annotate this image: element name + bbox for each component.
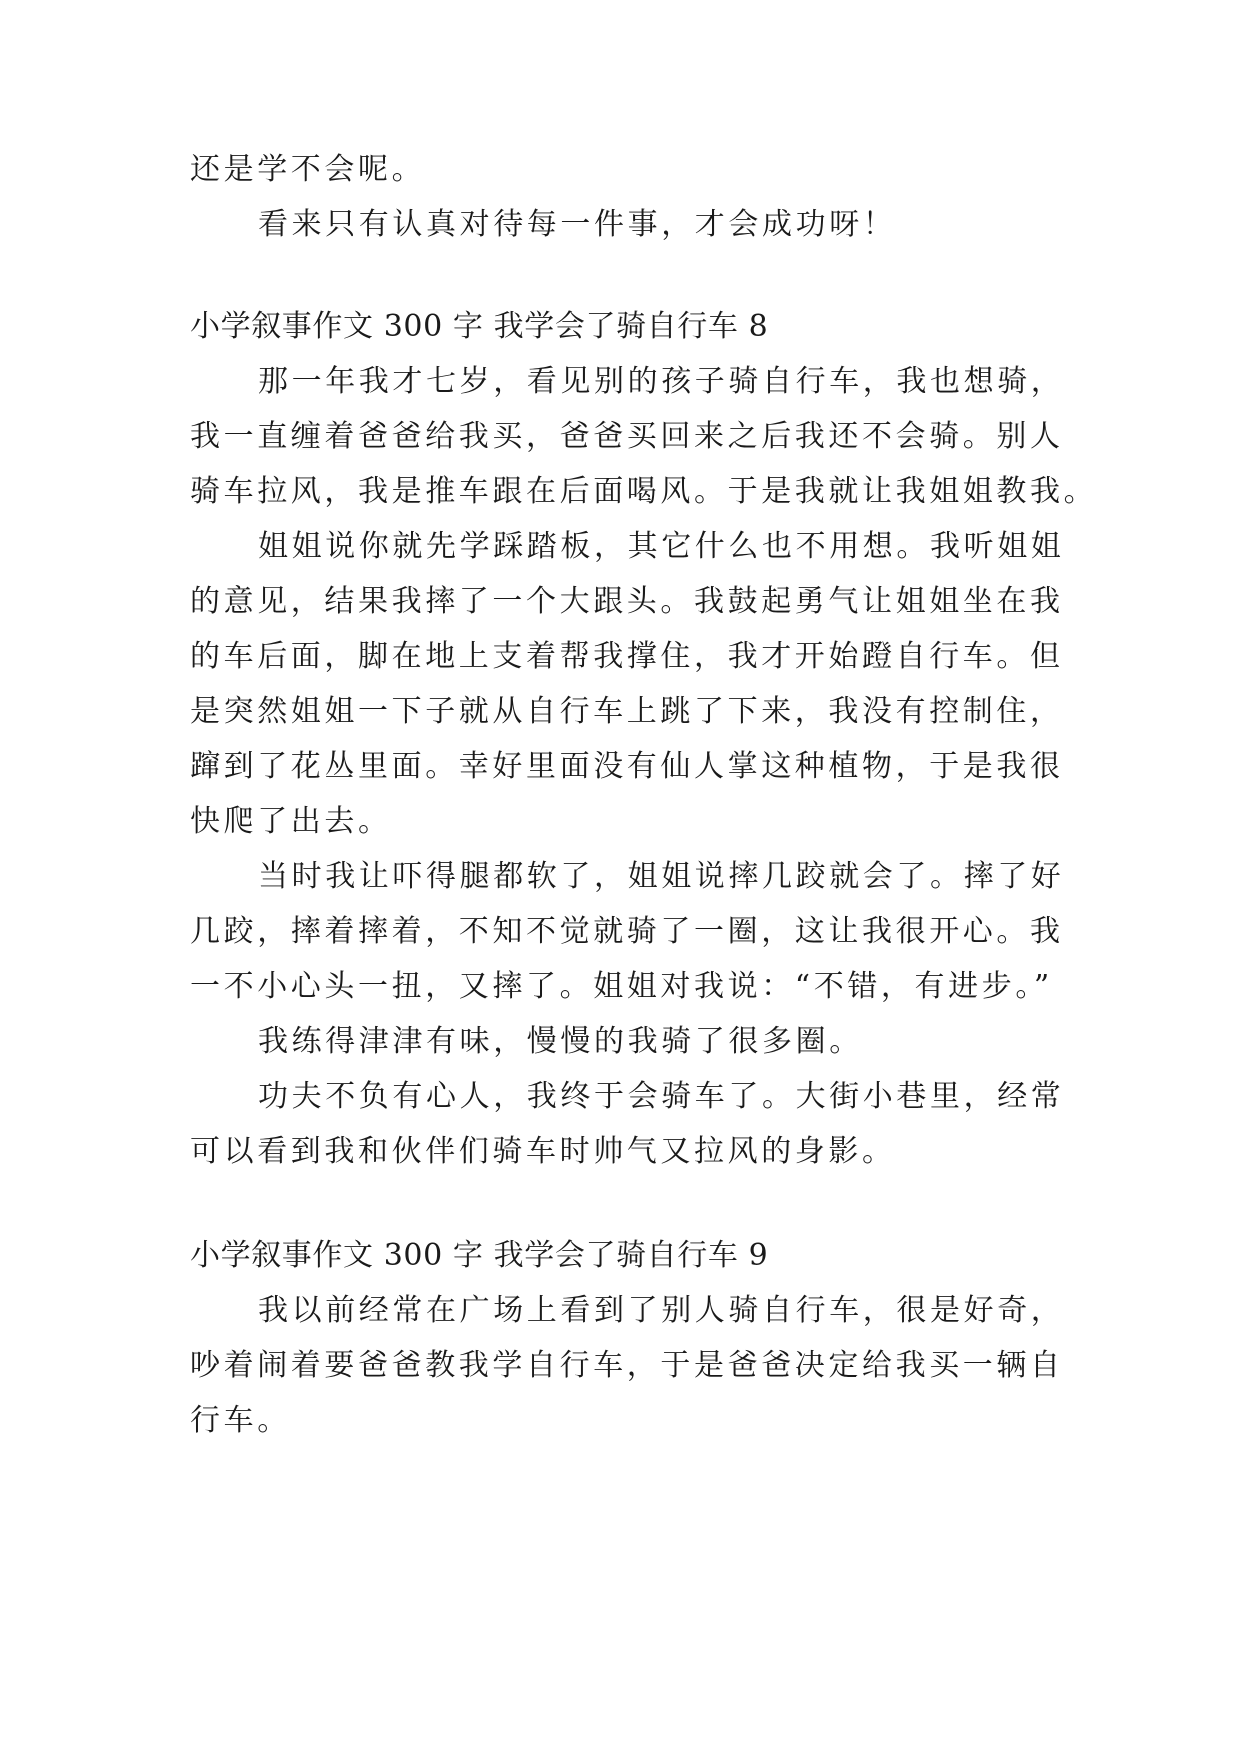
paragraph-line: 骑车拉风，我是推车跟在后面喝风。于是我就让我姐姐教我。 — [190, 474, 1098, 509]
paragraph-line: 还是学不会呢。 — [190, 152, 426, 187]
paragraph-line: 功夫不负有心人，我终于会骑车了。大街小巷里，经常 — [258, 1079, 1065, 1114]
paragraph-line: 蹿到了花丛里面。幸好里面没有仙人掌这种植物，于是我很 — [190, 749, 1064, 784]
paragraph-line: 姐姐说你就先学踩踏板，其它什么也不用想。我听姐姐 — [258, 529, 1065, 564]
paragraph-line: 是突然姐姐一下子就从自行车上跳了下来，我没有控制住， — [190, 694, 1064, 729]
paragraph-line: 可以看到我和伙伴们骑车时帅气又拉风的身影。 — [190, 1134, 896, 1169]
paragraph-line: 几跤，摔着摔着，不知不觉就骑了一圈，这让我很开心。我 — [190, 914, 1064, 949]
paragraph-line: 那一年我才七岁，看见别的孩子骑自行车，我也想骑， — [258, 364, 1065, 399]
paragraph-line: 吵着闹着要爸爸教我学自行车，于是爸爸决定给我买一辆自 — [190, 1348, 1064, 1383]
paragraph-line: 看来只有认真对待每一件事，才会成功呀！ — [258, 207, 897, 242]
section-title: 小学叙事作文 300 字 我学会了骑自行车 9 — [190, 1238, 769, 1273]
paragraph-line: 我练得津津有味，慢慢的我骑了很多圈。 — [258, 1024, 863, 1059]
paragraph-line: 我以前经常在广场上看到了别人骑自行车，很是好奇， — [258, 1293, 1065, 1328]
paragraph-line: 我一直缠着爸爸给我买，爸爸买回来之后我还不会骑。别人 — [190, 419, 1064, 454]
paragraph-line: 行车。 — [190, 1403, 291, 1438]
paragraph-line: 一不小心头一扭，又摔了。姐姐对我说：“不错，有进步。” — [190, 969, 1053, 1004]
section-title: 小学叙事作文 300 字 我学会了骑自行车 8 — [190, 309, 769, 344]
paragraph-line: 的车后面，脚在地上支着帮我撑住，我才开始蹬自行车。但 — [190, 639, 1064, 674]
paragraph-line: 的意见，结果我摔了一个大跟头。我鼓起勇气让姐姐坐在我 — [190, 584, 1064, 619]
paragraph-line: 当时我让吓得腿都软了，姐姐说摔几跤就会了。摔了好 — [258, 859, 1065, 894]
paragraph-line: 快爬了出去。 — [190, 804, 392, 839]
